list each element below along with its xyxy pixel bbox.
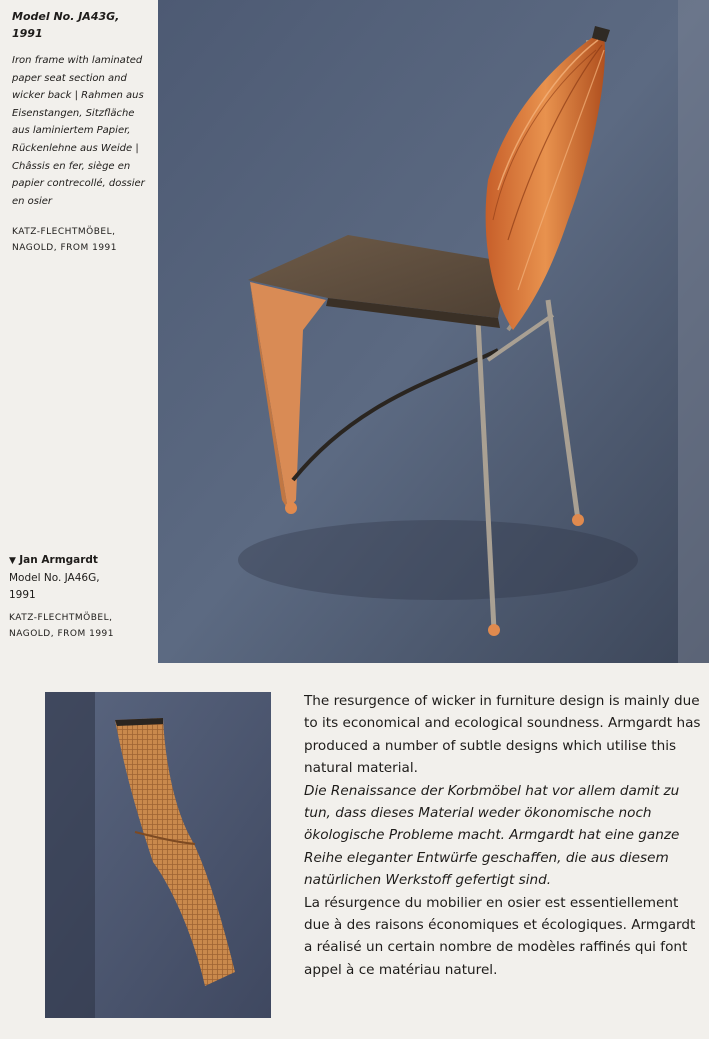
model-year: 1991 bbox=[9, 589, 36, 601]
wicker-piece-photo bbox=[45, 692, 271, 1018]
caption-maker-second: KATZ-FLECHTMÖBEL, NAGOLD, FROM 1991 bbox=[9, 613, 114, 639]
body-text bbox=[304, 690, 704, 981]
model-number: Model No. JA46G, bbox=[9, 572, 100, 584]
body-german: Die Renaissance der Korbmöbel hat vor allem damit zu tun, dass dieses Material weder ökonomische noch ökologische Probleme macht. Armgardt hat eine ganze Reihe eleganter Entwürfe geschaffen, die aus diesem natürlichen Werkstoff gefertigt sind. bbox=[304, 782, 680, 889]
caption-maker: KATZ-FLECHTMÖBEL, NAGOLD, FROM 1991 bbox=[12, 227, 117, 254]
designer-name: Jan Armgardt bbox=[19, 554, 98, 566]
caption-title: Model No. JA43G, 1991 bbox=[12, 10, 120, 40]
chair-photo bbox=[158, 0, 709, 663]
caption-description: Iron frame with laminated paper seat section and wicker back | Rahmen aus Eisenstangen, Sitzfläche aus laminiertem Papier, Rückenlehne aus Weide | Châssis en fer, siège en papier contrecollé, dossier en osier bbox=[12, 55, 145, 207]
body-french: La résurgence du mobilier en osier est essentiellement due à des raisons économiques et écologiques. Armgardt a réalisé un certain nombre de modèles raffinés qui font appel à ce matériau naturel. bbox=[304, 894, 696, 978]
triangle-down-icon: ▼ bbox=[9, 556, 16, 566]
caption-second bbox=[9, 552, 154, 642]
body-english: The resurgence of wicker in furniture design is mainly due to its economical and ecological soundness. Armgardt has produced a number of subtle designs which utilise this natural material. bbox=[304, 693, 701, 777]
caption-main bbox=[12, 8, 152, 256]
